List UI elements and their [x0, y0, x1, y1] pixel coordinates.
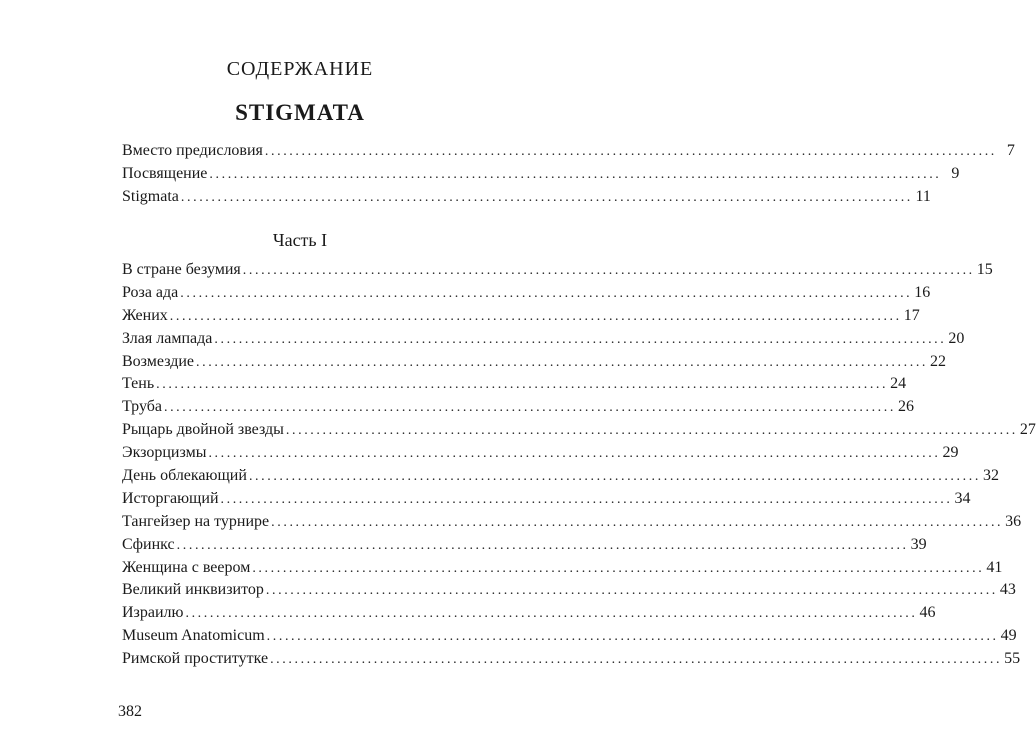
toc-entry-page: 43 — [999, 581, 1016, 599]
toc-entry-page: 7 — [1006, 142, 1015, 159]
toc-entry-page: 39 — [910, 535, 927, 553]
toc-entry[interactable] — [122, 648, 1021, 671]
toc-entry-page: 46 — [919, 604, 936, 622]
toc-entry-title: Великий инквизитор — [122, 581, 264, 599]
book-title: STIGMATA — [235, 100, 365, 125]
toc-part-1 — [122, 259, 1036, 671]
dot-leader: ........................................................................................................................ — [265, 583, 998, 599]
toc-entry-title: Экзорцизмы — [122, 444, 207, 462]
dot-leader: ........................................................................................................................ — [208, 446, 941, 462]
toc-entry-title: Жених — [122, 306, 168, 324]
toc-entry-page: 15 — [976, 261, 993, 278]
toc-entry-title: Сфинкс — [122, 535, 175, 553]
dot-leader: ........................................................................................................................ — [242, 263, 975, 278]
toc-entry-title: Рыцарь двойной звезды — [122, 421, 284, 439]
dot-leader: ........................................................................................................................ — [169, 308, 902, 324]
dot-leader: ........................................................................................................................ — [209, 166, 942, 182]
dot-leader: ........................................................................................................................ — [156, 377, 889, 393]
toc-entry[interactable] — [122, 419, 1036, 442]
toc-entry-title: Римской проститутке — [122, 650, 269, 668]
dot-leader: ........................................................................................................................ — [248, 469, 981, 485]
dot-leader: ........................................................................................................................ — [270, 652, 1003, 668]
toc-front-matter — [122, 140, 1015, 209]
toc-entry[interactable] — [122, 557, 1003, 580]
toc-entry-title: Тангейзер на турнире — [122, 512, 270, 530]
toc-entry-title: Труба — [122, 398, 162, 416]
toc-entry[interactable] — [122, 511, 1022, 534]
toc-entry-title: Возмездие — [122, 352, 195, 370]
contents-heading: СОДЕРЖАНИЕ — [226, 58, 374, 80]
dot-leader: ........................................................................................................................ — [271, 514, 1004, 530]
toc-entry-page: 26 — [897, 398, 914, 416]
toc-entry[interactable] — [122, 602, 936, 625]
toc-entry-page: 32 — [982, 467, 999, 485]
toc-entry[interactable] — [122, 282, 931, 305]
toc-entry[interactable] — [122, 396, 914, 419]
dot-leader: ........................................................................................................................ — [264, 144, 997, 159]
toc-entry-page: 20 — [948, 329, 965, 347]
toc-entry[interactable] — [122, 579, 1016, 602]
toc-entry[interactable] — [122, 488, 971, 511]
toc-entry[interactable] — [122, 442, 959, 465]
toc-entry-title: Museum Anatomicum — [122, 627, 265, 645]
dot-leader: ........................................................................................................................ — [196, 354, 929, 370]
toc-entry-page: 17 — [903, 306, 920, 324]
part-heading: Часть I — [272, 230, 328, 250]
dot-leader: ........................................................................................................................ — [266, 629, 999, 645]
toc-entry[interactable] — [122, 163, 960, 186]
toc-entry[interactable] — [122, 259, 993, 282]
page-number: 382 — [118, 703, 142, 720]
toc-entry-title: Роза ада — [122, 283, 179, 301]
toc-entry-title: Злая лампада — [122, 329, 213, 347]
toc-entry-title: День облекающий — [122, 467, 247, 485]
toc-entry-page: 36 — [1005, 512, 1022, 530]
dot-leader: ........................................................................................................................ — [180, 285, 913, 301]
toc-entry-page: 27 — [1019, 421, 1036, 439]
dot-leader: ........................................................................................................................ — [214, 331, 947, 347]
toc-entry[interactable] — [122, 328, 965, 351]
toc-entry[interactable] — [122, 140, 1015, 163]
toc-entry-page: 49 — [1000, 627, 1017, 645]
toc-entry[interactable] — [122, 534, 927, 557]
dot-leader: ........................................................................................................................ — [185, 606, 918, 622]
toc-entry-page: 55 — [1004, 650, 1021, 668]
toc-entry-title: Вместо предисловия — [122, 142, 263, 159]
toc-entry[interactable] — [122, 351, 947, 374]
toc-entry[interactable] — [122, 625, 1017, 648]
toc-entry-title: Тень — [122, 375, 155, 393]
toc-entry-title: В стране безумия — [122, 261, 241, 278]
toc-entry[interactable] — [122, 186, 931, 209]
dot-leader: ........................................................................................................................ — [285, 423, 1018, 439]
toc-entry-title: Посвящение — [122, 164, 208, 182]
dot-leader: ........................................................................................................................ — [163, 400, 896, 416]
toc-entry[interactable] — [122, 465, 999, 488]
toc-entry-title: Исторгающий — [122, 489, 219, 507]
toc-entry-title: Женщина с веером — [122, 558, 251, 576]
toc-entry[interactable] — [122, 373, 907, 396]
dot-leader: ........................................................................................................................ — [252, 560, 985, 576]
toc-entry-page: 41 — [986, 558, 1003, 576]
toc-entry-page: 24 — [890, 375, 907, 393]
dot-leader: ........................................................................................................................ — [176, 537, 909, 553]
toc-entry-page: 11 — [915, 187, 931, 205]
toc-entry-page: 16 — [914, 283, 931, 301]
dot-leader: ........................................................................................................................ — [220, 491, 953, 507]
toc-entry-title: Stigmata — [122, 187, 179, 205]
dot-leader: ........................................................................................................................ — [180, 189, 913, 205]
toc-entry-page: 9 — [951, 164, 960, 182]
toc-entry-page: 34 — [954, 489, 971, 507]
toc-entry-page: 29 — [942, 444, 959, 462]
toc-entry[interactable] — [122, 305, 920, 328]
toc-entry-page: 22 — [930, 352, 947, 370]
toc-entry-title: Израилю — [122, 604, 184, 622]
